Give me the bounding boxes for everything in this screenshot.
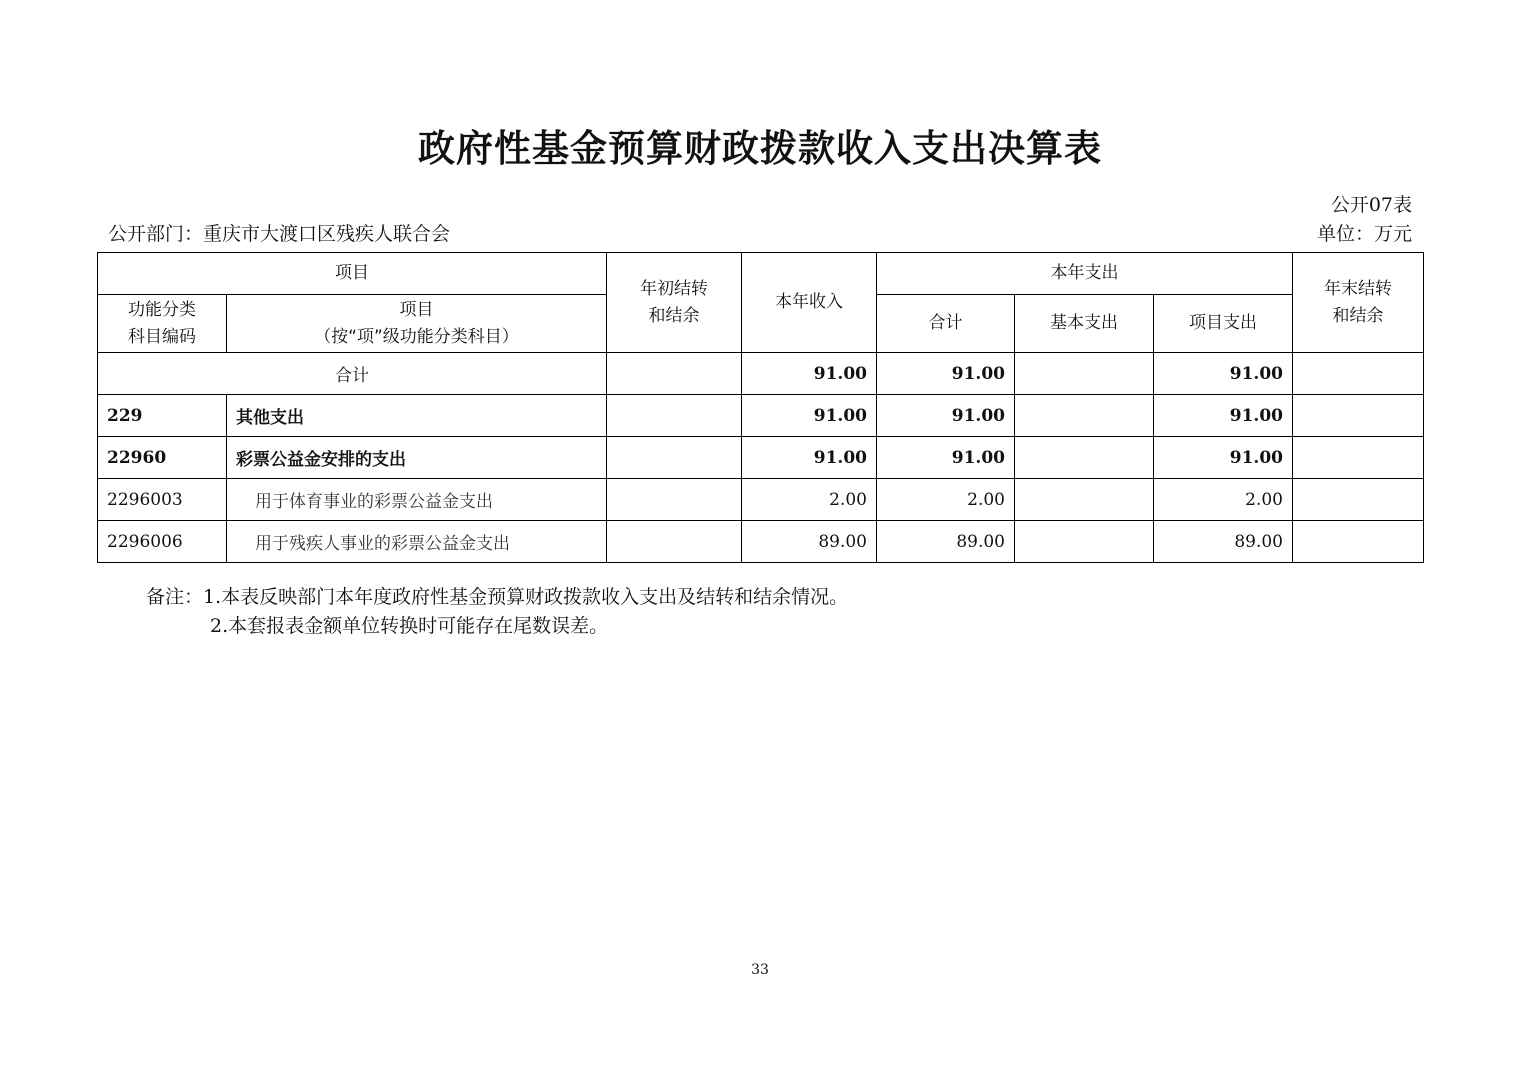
header-project: 项目 (98, 253, 607, 295)
form-number: 公开07表 (1330, 194, 1412, 216)
total-row (98, 353, 1424, 395)
row-name: 其他支出 (227, 395, 607, 437)
header-item: 项目 （按“项”级功能分类科目） (227, 295, 607, 353)
total-carryover-end (1293, 353, 1424, 395)
row-carryover-begin (607, 437, 742, 479)
row-basic (1015, 395, 1154, 437)
row-carryover-end (1293, 437, 1424, 479)
row-carryover-end (1293, 521, 1424, 563)
table-row (98, 395, 1424, 437)
row-carryover-begin (607, 521, 742, 563)
table-row (98, 437, 1424, 479)
header-carryover-begin: 年初结转和结余 (607, 253, 742, 353)
table-row (98, 521, 1424, 563)
page-number: 33 (751, 962, 769, 978)
total-income: 91.00 (742, 353, 877, 395)
row-income: 89.00 (742, 521, 877, 563)
table-row (98, 479, 1424, 521)
header-carryover-end: 年末结转和结余 (1293, 253, 1424, 353)
total-sum: 91.00 (877, 353, 1015, 395)
department-label: 公开部门：重庆市大渡口区残疾人联合会 (108, 223, 451, 245)
total-label: 合计 (98, 353, 607, 395)
row-income: 91.00 (742, 395, 877, 437)
notes (146, 583, 848, 641)
row-income: 2.00 (742, 479, 877, 521)
row-proj: 2.00 (1154, 479, 1293, 521)
row-proj: 91.00 (1154, 395, 1293, 437)
total-proj: 91.00 (1154, 353, 1293, 395)
budget-table (97, 252, 1424, 563)
row-sum: 91.00 (877, 395, 1015, 437)
row-name: 彩票公益金安排的支出 (227, 437, 607, 479)
row-carryover-begin (607, 479, 742, 521)
unit-label: 单位：万元 (1316, 223, 1412, 245)
row-code: 2296006 (98, 521, 227, 563)
row-carryover-end (1293, 479, 1424, 521)
row-proj: 89.00 (1154, 521, 1293, 563)
header-expenditure: 本年支出 (877, 253, 1293, 295)
row-code: 229 (98, 395, 227, 437)
note-line-1: 备注：1.本表反映部门本年度政府性基金预算财政拨款收入支出及结转和结余情况。 (146, 586, 849, 608)
row-sum: 2.00 (877, 479, 1015, 521)
header-sum: 合计 (877, 295, 1015, 353)
header-proj: 项目支出 (1154, 295, 1293, 353)
row-basic (1015, 521, 1154, 563)
row-proj: 91.00 (1154, 437, 1293, 479)
row-name: 用于体育事业的彩票公益金支出 (227, 479, 607, 521)
total-carryover-begin (607, 353, 742, 395)
row-carryover-end (1293, 395, 1424, 437)
page-title: 政府性基金预算财政拨款收入支出决算表 (418, 127, 1102, 170)
row-name: 用于残疾人事业的彩票公益金支出 (227, 521, 607, 563)
row-code: 22960 (98, 437, 227, 479)
row-carryover-begin (607, 395, 742, 437)
row-code: 2296003 (98, 479, 227, 521)
total-basic (1015, 353, 1154, 395)
row-basic (1015, 437, 1154, 479)
note-line-2: 2.本套报表金额单位转换时可能存在尾数误差。 (210, 615, 609, 637)
row-basic (1015, 479, 1154, 521)
row-sum: 89.00 (877, 521, 1015, 563)
header-basic: 基本支出 (1015, 295, 1154, 353)
row-sum: 91.00 (877, 437, 1015, 479)
header-code: 功能分类科目编码 (98, 295, 227, 353)
header-income: 本年收入 (742, 253, 877, 353)
row-income: 91.00 (742, 437, 877, 479)
